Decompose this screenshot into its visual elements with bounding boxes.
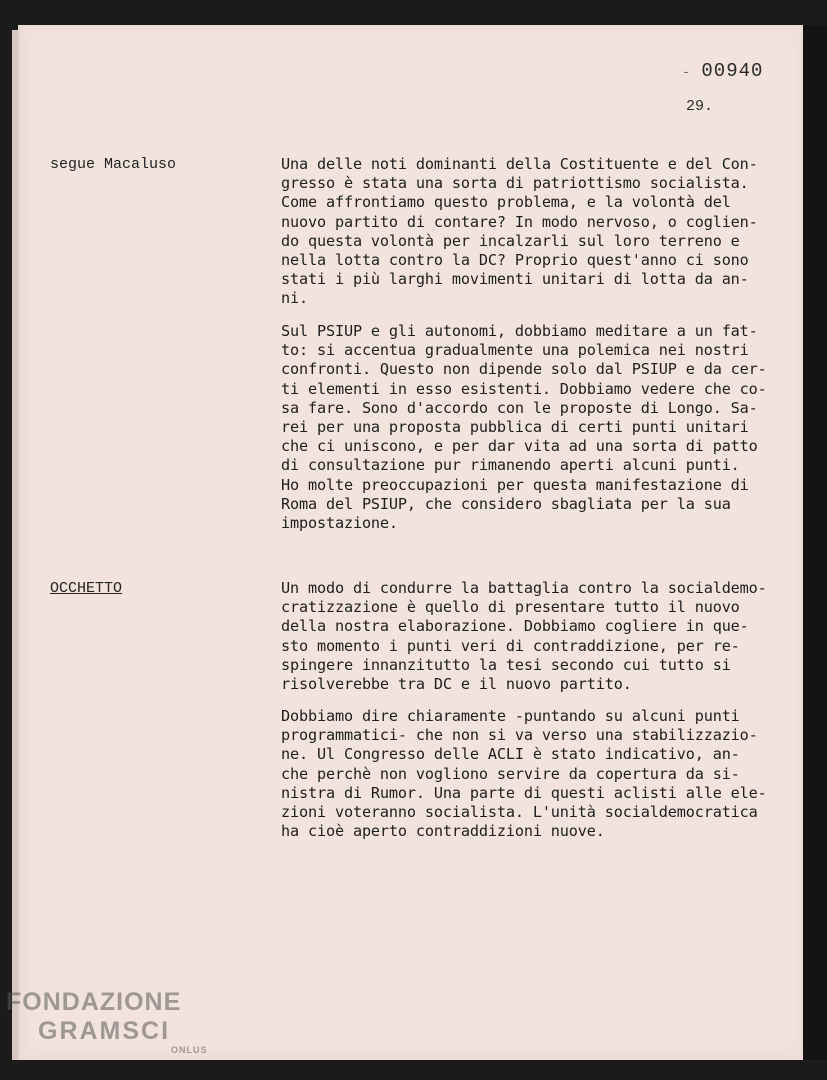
paragraph-occhetto-2: Dobbiamo dire chiaramente -puntando su alcuni punti programmatici- che non si va verso una stabilizzazio- ne. Ul Congresso delle ACLI è stato indicativo, an- che perchè non vogliono servire da copertura da si- nistra di Rumor. Una parte di questi aclisti alle ele- zioni voteranno socialista. L'unità socialdemocratica ha cioè aperto contraddizioni nuove. [281, 707, 767, 841]
paragraph-occhetto-1: Un modo di condurre la battaglia contro la socialdemo- cratizzazione è quello di presentare tutto il nuovo della nostra elaborazione. Dobbiamo cogliere in que- sto momento i punti veri di contraddizione, per re- spingere innanzitutto la tesi secondo cui tutto si risolverebbe tra DC e il nuovo partito. [281, 579, 767, 694]
archive-number: - 00940 [682, 60, 764, 82]
fondazione-gramsci-watermark [6, 988, 208, 1055]
speaker-label-macaluso: segue Macaluso [50, 156, 177, 173]
paragraph-macaluso-2: Sul PSIUP e gli autonomi, dobbiamo meditare a un fat- to: si accentua gradualmente una polemica nei nostri confronti. Questo non dipende solo dal PSIUP e da cer- ti elementi in esso esistenti. Dobbiamo vedere che co- sa fare. Sono d'accordo con le proposte di Longo. Sa- rei per una proposta pubblica di certi punti unitari che ci uniscono, e per dar vita ad una sorta di patto di consultazione pur rimanendo aperti alcuni punti. Ho molte preoccupazioni per questa manifestazione di Roma del PSIUP, che considero sbagliata per la sua impostazione. [281, 322, 767, 533]
paragraph-macaluso-1: Una delle noti dominanti della Costituente e del Con- gresso è stata una sorta di patriottismo socialista. Come affrontiamo questo problema, e la volontà del nuovo partito di contare? In modo nervoso, o coglien- do questa volontà per incalzarli sul loro terreno e nella lotta contro la DC? Proprio quest'anno ci sono stati i più larghi movimenti unitari di lotta da an- ni. [281, 155, 758, 308]
speaker-label-occhetto: OCCHETTO [50, 580, 123, 597]
watermark-line-3: ONLUS [171, 1045, 208, 1055]
archive-number-value: 00940 [701, 60, 764, 82]
watermark-line-1: FONDAZIONE [6, 988, 182, 1016]
scan-border [803, 25, 827, 1060]
watermark-line-2: GRAMSCI [38, 1017, 171, 1045]
page-number: 29. [686, 98, 714, 115]
